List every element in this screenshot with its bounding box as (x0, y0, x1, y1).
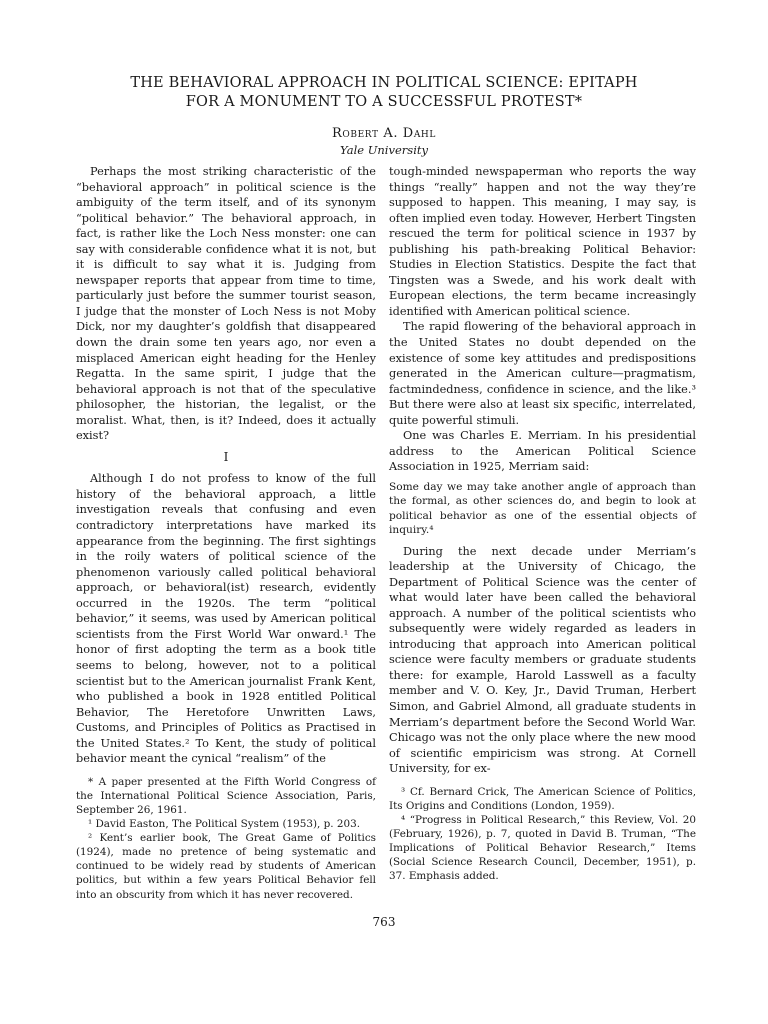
title-line-2: FOR A MONUMENT TO A SUCCESSFUL PROTEST* (185, 94, 583, 110)
section-heading: I (223, 449, 229, 464)
author-name: Robert A. Dahl (332, 126, 436, 141)
footnote-star: * A paper presented at the Fifth World Congress of the International Political Science Association, Paris, September 26, 1961. (76, 775, 376, 816)
left-column (76, 164, 376, 902)
footnote-3: ³ Cf. Bernard Crick, The American Science of Politics, Its Origins and Conditions (London, 1959). (389, 785, 696, 812)
body-paragraph: During the next decade under Merriam’s leadership at the University of Chicago, the Department of Political Science was the center of what would later have been called the behavioral approach. A number of the political scientists who subsequently were widely regarded as leaders in introducing that approach into American political science were faculty members or graduate students there: for example, Harold Lasswell as a faculty member and V. O. Key, Jr., David Truman, Herbert Simon, and Gabriel Almond, all graduate students in Merriam’s department before the Second World War. Chicago was not the only place where the new mood of scientific empiricism was strong. At Cornell University, for ex- (389, 544, 696, 776)
right-column (389, 164, 696, 883)
body-paragraph: Although I do not profess to know of the full history of the behavioral approach, a little investigation reveals that confusing and even contradictory interpretations have marked its appearance from the beginning. The first sightings in the roily waters of political science of the phenomenon variously called political behavioral approach, or behavioral(ist) research, evidently occurred in the 1920s. The term “political behavior,” it seems, was used by American political scientists from the First World War onward.¹ The honor of first adopting the term as a book title seems to belong, however, not to a political scientist but to the American journalist Frank Kent, who published a book in 1928 entitled Political Behavior, The Heretofore Unwritten Laws, Customs, and Principles of Politics as Practised in the United States.² To Kent, the study of political behavior meant the cynical “realism” of the (76, 472, 376, 766)
body-paragraph: The rapid flowering of the behavioral approach in the United States no doubt depended on the existence of some key attitudes and predispositions generated in the American culture—pragmatism, factmindedness, confidence in science, and the like.³ But there were also at least six specific, interrelated, quite powerful stimuli. (389, 320, 696, 427)
footnote-2: ² Kent’s earlier book, The Great Game of Politics (1924), made no pretence of being systematic and continued to be widely read by students of American politics, but within a few years Political Behavior fell into an obscurity from which it has never recovered. (76, 832, 376, 901)
footnote-4: ⁴ “Progress in Political Research,” this Review, Vol. 20 (February, 1926), p. 7, quoted in David B. Truman, “The Implications of Political Behavior Research,” Items (Social Science Research Council, December, 1951), p. 37. Emphasis added. (389, 813, 696, 883)
footnote-1: ¹ David Easton, The Political System (1953), p. 203. (88, 818, 361, 831)
footnotes-left (76, 775, 376, 902)
author-affiliation: Yale University (340, 143, 428, 157)
footnotes-right (389, 785, 696, 884)
title-line-1: THE BEHAVIORAL APPROACH IN POLITICAL SCIENCE: EPITAPH (130, 75, 638, 91)
body-paragraph: tough-minded newspaperman who reports the way things “really” happen and not the way they’re supposed to happen. This meaning, I may say, is often implied even today. However, Herbert Tingsten rescued the term for political science in 1937 by publishing his path-breaking Political Behavior: Studies in Election Statistics. Despite the fact that Tingsten was a Swede, and his work dealt with European elections, the term became increasingly identified with American political science. (389, 165, 696, 318)
article-title (60, 74, 708, 112)
body-paragraph: One was Charles E. Merriam. In his presidential address to the American Political Science Association in 1925, Merriam said: (389, 429, 696, 474)
block-quote: Some day we may take another angle of approach than the formal, as other sciences do, and begin to look at political behavior as one of the essential objects of inquiry.⁴ (389, 480, 696, 537)
body-paragraph: Perhaps the most striking characteristic of the “behavioral approach” in political science is the ambiguity of the term itself, and of its synonym “political behavior.” The behavioral approach, in fact, is rather like the Loch Ness monster: one can say with considerable confidence what it is not, but it is difficult to say what it is. Judging from newspaper reports that appear from time to time, particularly just before the summer tourist season, I judge that the monster of Loch Ness is not Moby Dick, nor my daughter’s goldfish that disappeared down the drain some ten years ago, nor even a misplaced American eight heading for the Henley Regatta. In the same spirit, I judge that the behavioral approach is not that of the speculative philosopher, the historian, the legalist, or the moralist. What, then, is it? Indeed, does it actually exist? (76, 165, 376, 443)
page-number: 763 (372, 915, 396, 929)
